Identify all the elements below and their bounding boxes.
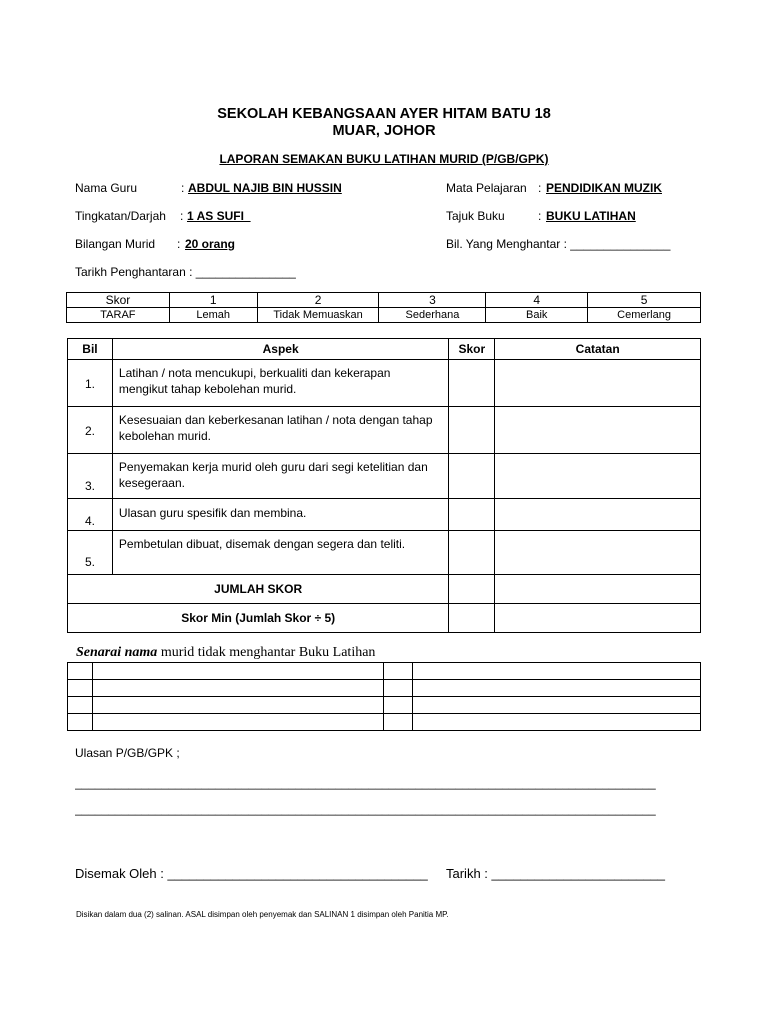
scale-cell: 3 (379, 293, 486, 308)
scale-cell: TARAF (67, 308, 170, 323)
tarikh-penghantaran-field[interactable]: Tarikh Penghantaran : _______________ (75, 265, 296, 279)
table-header-row (68, 339, 701, 360)
table-row (68, 697, 701, 714)
darjah-separator: : (180, 209, 184, 223)
row-number: 2. (68, 407, 113, 454)
table-row (68, 499, 701, 531)
tajuk-label: Tajuk Buku (446, 209, 505, 223)
school-location: MUAR, JOHOR (332, 123, 436, 139)
scale-cell: Skor (67, 293, 170, 308)
name-cell[interactable] (92, 697, 384, 714)
name-cell[interactable] (384, 714, 413, 731)
notes-cell[interactable] (495, 407, 701, 454)
mapel-separator: : (538, 181, 542, 195)
scale-cell: 2 (257, 293, 379, 308)
scale-cell: Tidak Memuaskan (257, 308, 379, 323)
tajuk-separator: : (538, 209, 542, 223)
scale-cell: 4 (486, 293, 588, 308)
table-row (68, 714, 701, 731)
menghantar-field[interactable]: Bil. Yang Menghantar : _______________ (446, 237, 671, 251)
guru-separator: : (181, 181, 185, 195)
total-notes-cell[interactable] (495, 575, 701, 604)
header-catatan: Catatan (495, 339, 701, 360)
score-cell[interactable] (449, 454, 495, 499)
notes-cell[interactable] (495, 360, 701, 407)
name-cell[interactable] (413, 663, 701, 680)
name-cell[interactable] (68, 663, 93, 680)
guru-label: Nama Guru (75, 181, 138, 195)
header-skor: Skor (449, 339, 495, 360)
row-aspek: Pembetulan dibuat, disemak dengan segera dan teliti. (112, 531, 448, 575)
row-number: 3. (68, 454, 113, 499)
senarai-heading (76, 645, 375, 661)
row-aspek: Penyemakan kerja murid oleh guru dari segi ketelitian dan kesegeraan. (112, 454, 448, 499)
bilangan-separator: : (177, 237, 181, 251)
scale-cell: Cemerlang (588, 308, 701, 323)
scale-taraf-row (67, 308, 701, 323)
table-row (68, 663, 701, 680)
name-cell[interactable] (384, 680, 413, 697)
guru-value: ABDUL NAJIB BIN HUSSIN (188, 181, 342, 195)
mean-notes-cell[interactable] (495, 604, 701, 633)
darjah-label: Tingkatan/Darjah (75, 209, 166, 223)
notes-cell[interactable] (495, 531, 701, 575)
name-cell[interactable] (413, 680, 701, 697)
row-number: 4. (68, 499, 113, 531)
row-number: 1. (68, 360, 113, 407)
ulasan-label: Ulasan P/GB/GPK ; (75, 746, 180, 760)
disemak-field[interactable]: Disemak Oleh : ____________________________________ (75, 866, 428, 881)
bilangan-label: Bilangan Murid (75, 237, 156, 251)
score-scale-table (66, 292, 701, 323)
notes-cell[interactable] (495, 454, 701, 499)
header-aspek: Aspek (112, 339, 448, 360)
school-name: SEKOLAH KEBANGSAAN AYER HITAM BATU 18 (217, 106, 551, 122)
darjah-value: 1 AS SUFI (187, 209, 251, 223)
scale-cell: Sederhana (379, 308, 486, 323)
names-table (67, 662, 701, 731)
name-cell[interactable] (92, 680, 384, 697)
score-cell[interactable] (449, 531, 495, 575)
name-cell[interactable] (68, 697, 93, 714)
bilangan-value: 20 orang (185, 237, 236, 251)
header-bil: Bil (68, 339, 113, 360)
name-cell[interactable] (384, 663, 413, 680)
mapel-label: Mata Pelajaran (446, 181, 527, 195)
assessment-table (67, 338, 701, 633)
skor-min-label: Skor Min (Jumlah Skor ÷ 5) (68, 604, 449, 633)
name-cell[interactable] (413, 714, 701, 731)
table-row (68, 531, 701, 575)
score-cell[interactable] (449, 407, 495, 454)
scale-score-row (67, 293, 701, 308)
footnote: Disikan dalam dua (2) salinan. ASAL disimpan oleh penyemak dan SALINAN 1 disimpan oleh Panitia MP. (76, 910, 449, 919)
mapel-value: PENDIDIKAN MUZIK (546, 181, 662, 195)
report-title: LAPORAN SEMAKAN BUKU LATIHAN MURID (P/GB/GPK) (219, 152, 549, 166)
name-cell[interactable] (413, 697, 701, 714)
table-row (68, 680, 701, 697)
notes-cell[interactable] (495, 499, 701, 531)
mean-score-cell[interactable] (449, 604, 495, 633)
senarai-rest: murid tidak menghantar Buku Latihan (157, 645, 376, 660)
row-aspek: Ulasan guru spesifik dan membina. (112, 499, 448, 531)
mean-row (68, 604, 701, 633)
scale-cell: Baik (486, 308, 588, 323)
name-cell[interactable] (92, 663, 384, 680)
scale-cell: 1 (169, 293, 257, 308)
scale-cell: Lemah (169, 308, 257, 323)
name-cell[interactable] (384, 697, 413, 714)
table-row (68, 407, 701, 454)
score-cell[interactable] (449, 499, 495, 531)
name-cell[interactable] (68, 714, 93, 731)
senarai-italic: Senarai nama (76, 645, 158, 660)
total-score-cell[interactable] (449, 575, 495, 604)
name-cell[interactable] (68, 680, 93, 697)
scale-cell: 5 (588, 293, 701, 308)
table-row (68, 360, 701, 407)
table-row (68, 454, 701, 499)
total-row (68, 575, 701, 604)
tajuk-value: BUKU LATIHAN (546, 209, 636, 223)
row-number: 5. (68, 531, 113, 575)
row-aspek: Kesesuaian dan keberkesanan latihan / nota dengan tahap kebolehan murid. (112, 407, 448, 454)
jumlah-skor-label: JUMLAH SKOR (68, 575, 449, 604)
tarikh-field[interactable]: Tarikh : ________________________ (446, 866, 666, 881)
row-aspek: Latihan / nota mencukupi, berkualiti dan kekerapan mengikut tahap kebolehan murid. (112, 360, 448, 407)
score-cell[interactable] (449, 360, 495, 407)
name-cell[interactable] (92, 714, 384, 731)
ulasan-line-2[interactable]: _______________________________________________________________________________________ (75, 802, 656, 816)
ulasan-line-1[interactable]: _______________________________________________________________________________________ (75, 776, 656, 790)
